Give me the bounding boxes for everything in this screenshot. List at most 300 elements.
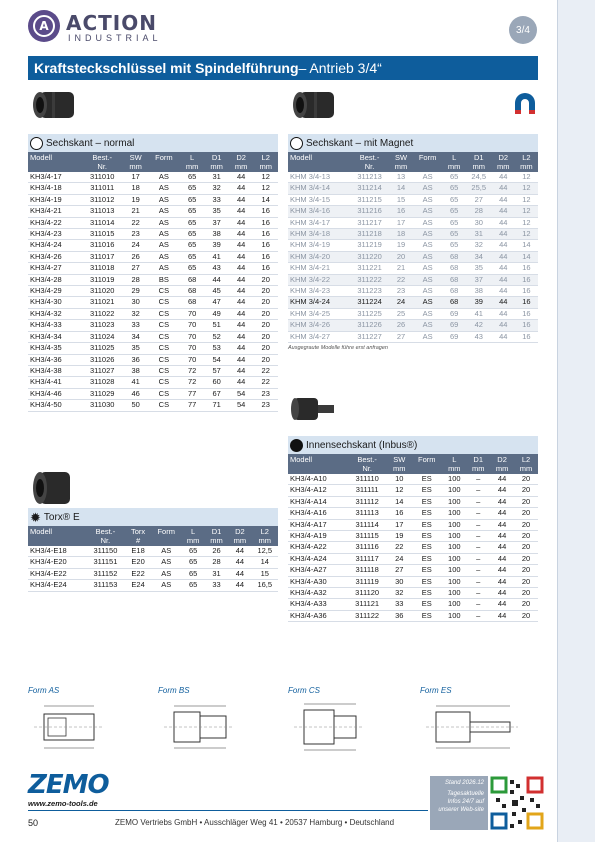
table-cell: KH3/4-21 — [28, 206, 81, 217]
table-cell: 20 — [253, 286, 278, 297]
table-cell: 44 — [229, 194, 254, 205]
table-cell: KHM 3/4-23 — [288, 286, 350, 297]
column-header: Modell — [28, 152, 81, 172]
table-cell: 65 — [443, 240, 466, 251]
table-cell: 44 — [229, 320, 254, 331]
table-cell: KH3/4-A22 — [288, 542, 347, 553]
table-cell: 65 — [443, 229, 466, 240]
table-cell: – — [466, 519, 490, 530]
table-row — [28, 400, 278, 411]
table-cell: KH3/4-A10 — [288, 474, 347, 485]
table-cell: ES — [411, 610, 442, 621]
table-cell: 38 — [204, 229, 229, 240]
column-header: L2 mm — [252, 526, 278, 546]
form-as-drawing — [30, 700, 120, 754]
inbus-icon — [290, 439, 303, 452]
table-cell: 33 — [387, 599, 411, 610]
table-row — [288, 331, 538, 342]
table-cell: 311114 — [347, 519, 387, 530]
table-cell: 27 — [466, 194, 492, 205]
table-cell: 311023 — [81, 320, 123, 331]
table-cell: 44 — [229, 206, 254, 217]
table-cell: 44 — [204, 274, 229, 285]
table-cell: 311025 — [81, 343, 123, 354]
socket-image-torx — [30, 468, 76, 508]
table-cell: 51 — [204, 320, 229, 331]
table-cell: KH3/4-A17 — [288, 519, 347, 530]
table-cell: 311217 — [350, 217, 390, 228]
table-cell: 44 — [490, 553, 514, 564]
table-row — [288, 240, 538, 251]
table-cell: 34 — [123, 331, 148, 342]
table-cell: KHM 3/4-16 — [288, 206, 350, 217]
table-cell: 28 — [205, 557, 228, 568]
table-cell: 36 — [387, 610, 411, 621]
table-cell: 41 — [466, 308, 492, 319]
stand-text: Tagesaktuelle Infos 24/7 auf unserer Web-site — [438, 791, 484, 813]
table-cell: 14 — [389, 183, 412, 194]
table-cell: 37 — [204, 217, 229, 228]
table-cell: 65 — [443, 172, 466, 183]
table-cell: 311226 — [350, 320, 390, 331]
table-cell: 100 — [442, 588, 466, 599]
table-cell: 44 — [492, 194, 515, 205]
table-cell: 311019 — [81, 274, 123, 285]
table-cell: 44 — [229, 365, 254, 376]
table-cell: KH3/4-A30 — [288, 576, 347, 587]
table-cell: 311122 — [347, 610, 387, 621]
table-cell: 12 — [515, 217, 538, 228]
table-cell: ES — [411, 599, 442, 610]
table-cell: KH3/4-35 — [28, 343, 81, 354]
table-row — [288, 474, 538, 485]
table-cell: KH3/4-50 — [28, 400, 81, 411]
table-cell: CS — [148, 343, 180, 354]
table-cell: 311024 — [81, 331, 123, 342]
section-innensechskant — [288, 436, 538, 622]
table-cell: ES — [411, 474, 442, 485]
table-cell: 65 — [443, 217, 466, 228]
table-cell: AS — [413, 217, 443, 228]
table-row — [28, 297, 278, 308]
table-cell: 22 — [389, 274, 412, 285]
table-cell: 311021 — [81, 297, 123, 308]
table-cell: AS — [413, 331, 443, 342]
table-cell: 19 — [389, 240, 412, 251]
table-cell: 311223 — [350, 286, 390, 297]
table-cell: 65 — [180, 183, 205, 194]
logo-brand: ACTION — [66, 11, 157, 35]
table-cell: E24 — [125, 580, 151, 591]
table-cell: 41 — [204, 251, 229, 262]
table-cell: AS — [148, 194, 180, 205]
table-row — [28, 388, 278, 399]
table-cell: 16 — [253, 229, 278, 240]
table-cell: CS — [148, 331, 180, 342]
table-row — [28, 240, 278, 251]
table-cell: 32 — [204, 183, 229, 194]
table-cell: AS — [413, 320, 443, 331]
section-title: Sechskant – normal — [46, 137, 135, 149]
table-cell: KH3/4-A19 — [288, 531, 347, 542]
table-cell: 65 — [180, 240, 205, 251]
table-row — [28, 331, 278, 342]
table-row — [28, 377, 278, 388]
table-cell: CS — [148, 320, 180, 331]
table-cell: 33 — [205, 580, 228, 591]
table-cell: KHM 3/4-20 — [288, 251, 350, 262]
table-cell: 70 — [180, 331, 205, 342]
table-cell: KH3/4-29 — [28, 286, 81, 297]
table-cell: 100 — [442, 485, 466, 496]
table-cell: 41 — [123, 377, 148, 388]
table-cell: 311113 — [347, 508, 387, 519]
product-table — [288, 454, 538, 622]
table-cell: 311150 — [86, 546, 126, 557]
table-cell: CS — [148, 388, 180, 399]
table-cell: 17 — [123, 172, 148, 183]
table-cell: 311017 — [81, 251, 123, 262]
table-cell: 100 — [442, 576, 466, 587]
table-cell: 34 — [466, 251, 492, 262]
zemo-url[interactable]: www.zemo-tools.de — [28, 799, 98, 808]
table-row — [28, 568, 278, 579]
table-cell: 30 — [466, 217, 492, 228]
table-cell: 65 — [180, 229, 205, 240]
table-cell: – — [466, 565, 490, 576]
table-cell: AS — [148, 206, 180, 217]
hexagon-icon — [30, 137, 43, 150]
table-cell: 77 — [180, 400, 205, 411]
table-cell: 68 — [443, 251, 466, 262]
table-cell: 20 — [253, 343, 278, 354]
table-cell: KH3/4-18 — [28, 183, 81, 194]
table-cell: 30 — [123, 297, 148, 308]
table-cell: 65 — [180, 172, 205, 183]
table-cell: 19 — [123, 194, 148, 205]
table-cell: 72 — [180, 377, 205, 388]
logo-icon: A — [28, 10, 60, 42]
table-row — [28, 308, 278, 319]
table-cell: KHM 3/4-18 — [288, 229, 350, 240]
table-cell: 24 — [123, 240, 148, 251]
table-cell: 65 — [180, 217, 205, 228]
table-cell: AS — [413, 172, 443, 183]
title-bold: Kraftsteckschlüssel mit Spindelführung — [34, 60, 299, 76]
table-cell: 311027 — [81, 365, 123, 376]
table-cell: 311218 — [350, 229, 390, 240]
table-cell: 44 — [490, 542, 514, 553]
table-cell: AS — [413, 274, 443, 285]
table-cell: AS — [148, 183, 180, 194]
table-cell: 68 — [443, 274, 466, 285]
table-cell: 44 — [490, 496, 514, 507]
table-cell: ES — [411, 553, 442, 564]
table-row — [28, 217, 278, 228]
table-cell: 44 — [229, 354, 254, 365]
table-cell: 16 — [253, 217, 278, 228]
form-label-bs: Form BS — [158, 686, 190, 695]
table-row — [288, 508, 538, 519]
table-cell: KH3/4-E24 — [28, 580, 86, 591]
table-cell: AS — [151, 580, 181, 591]
table-row — [288, 229, 538, 240]
table-cell: 65 — [181, 580, 204, 591]
column-header: D2 mm — [229, 152, 254, 172]
table-cell: 311222 — [350, 274, 390, 285]
table-cell: E20 — [125, 557, 151, 568]
table-cell: 70 — [180, 343, 205, 354]
table-cell: 54 — [229, 400, 254, 411]
table-row — [288, 286, 538, 297]
table-cell: 65 — [443, 194, 466, 205]
table-cell: 311117 — [347, 553, 387, 564]
form-bs-drawing — [160, 700, 250, 754]
table-cell: ES — [411, 588, 442, 599]
table-cell: 12 — [515, 172, 538, 183]
table-row — [288, 251, 538, 262]
table-cell: 44 — [492, 206, 515, 217]
table-cell: 46 — [123, 388, 148, 399]
table-cell: ES — [411, 531, 442, 542]
table-cell: AS — [413, 229, 443, 240]
table-cell: AS — [148, 217, 180, 228]
table-cell: 26 — [389, 320, 412, 331]
table-cell: 100 — [442, 519, 466, 530]
table-row — [288, 542, 538, 553]
table-row — [288, 217, 538, 228]
table-row — [28, 546, 278, 557]
table-cell: 44 — [229, 172, 254, 183]
table-cell: 24,5 — [466, 172, 492, 183]
table-cell: KH3/4-30 — [28, 297, 81, 308]
table-cell: 18 — [389, 229, 412, 240]
table-cell: 311215 — [350, 194, 390, 205]
table-cell: KH3/4-36 — [28, 354, 81, 365]
table-cell: 44 — [229, 274, 254, 285]
section-header — [28, 134, 278, 152]
table-cell: 311121 — [347, 599, 387, 610]
section-title: Innensechskant (Inbus®) — [306, 439, 418, 451]
table-cell: AS — [151, 557, 181, 568]
table-cell: 69 — [443, 308, 466, 319]
table-row — [28, 286, 278, 297]
table-cell: 17 — [389, 217, 412, 228]
table-cell: 68 — [443, 297, 466, 308]
table-cell: 25 — [389, 308, 412, 319]
form-cs-drawing — [290, 700, 380, 754]
table-row — [288, 172, 538, 183]
table-cell: AS — [413, 183, 443, 194]
column-header: SW mm — [123, 152, 148, 172]
footer-address: ZEMO Vertriebs GmbH • Ausschläger Weg 41 • 20537 Hamburg • Deutschland — [115, 818, 395, 827]
table-cell: 32 — [466, 240, 492, 251]
column-header: Form — [411, 454, 442, 474]
form-label-as: Form AS — [28, 686, 60, 695]
table-cell: – — [466, 610, 490, 621]
table-row — [28, 557, 278, 568]
table-cell: 100 — [442, 496, 466, 507]
table-cell: AS — [148, 229, 180, 240]
table-cell: KH3/4-19 — [28, 194, 81, 205]
logo-subtitle: INDUSTRIAL — [68, 33, 162, 43]
table-cell: 311110 — [347, 474, 387, 485]
product-table — [288, 152, 538, 343]
table-cell: 20 — [514, 508, 538, 519]
stand-date: Stand 2026.12 — [444, 780, 484, 786]
table-cell: 69 — [443, 320, 466, 331]
table-cell: 42 — [466, 320, 492, 331]
table-cell: 53 — [204, 343, 229, 354]
table-cell: 20 — [253, 274, 278, 285]
table-cell: 37 — [466, 274, 492, 285]
table-cell: 44 — [490, 576, 514, 587]
table-cell: AS — [413, 297, 443, 308]
table-cell: 20 — [514, 565, 538, 576]
table-cell: 44 — [490, 508, 514, 519]
table-cell: KHM 3/4-15 — [288, 194, 350, 205]
table-cell: 311022 — [81, 308, 123, 319]
table-cell: 31 — [466, 229, 492, 240]
table-cell: 311112 — [347, 496, 387, 507]
table-row — [288, 565, 538, 576]
table-cell: – — [466, 531, 490, 542]
table-cell: 21 — [123, 206, 148, 217]
table-cell: KH3/4-E18 — [28, 546, 86, 557]
table-cell: 65 — [443, 206, 466, 217]
column-header: D1 mm — [205, 526, 228, 546]
table-cell: – — [466, 599, 490, 610]
table-cell: 20 — [253, 331, 278, 342]
column-header: Best.- Nr. — [86, 526, 126, 546]
table-cell: AS — [413, 308, 443, 319]
table-cell: CS — [148, 400, 180, 411]
table-note: Ausgegraute Modelle führe erst anfragen — [288, 345, 388, 352]
column-header: L mm — [443, 152, 466, 172]
table-cell: 311014 — [81, 217, 123, 228]
title-rest: – Antrieb 3/4“ — [298, 60, 382, 76]
table-cell: 30 — [387, 576, 411, 587]
table-cell: 31 — [205, 568, 228, 579]
table-cell: 16 — [389, 206, 412, 217]
table-cell: KH3/4-27 — [28, 263, 81, 274]
table-cell: ES — [411, 496, 442, 507]
table-cell: 100 — [442, 542, 466, 553]
table-cell: ES — [411, 576, 442, 587]
table-cell: 16 — [253, 240, 278, 251]
table-cell: 12 — [253, 183, 278, 194]
table-cell: – — [466, 588, 490, 599]
table-row — [28, 183, 278, 194]
table-cell: 20 — [514, 474, 538, 485]
table-cell: 44 — [492, 172, 515, 183]
table-cell: 32 — [387, 588, 411, 599]
table-cell: 68 — [180, 286, 205, 297]
table-cell: 65 — [181, 557, 204, 568]
table-cell: 21 — [389, 263, 412, 274]
table-cell: KH3/4-41 — [28, 377, 81, 388]
table-cell: 311011 — [81, 183, 123, 194]
table-cell: KHM 3/4-14 — [288, 183, 350, 194]
table-cell: AS — [413, 240, 443, 251]
table-cell: 44 — [229, 229, 254, 240]
table-cell: 68 — [180, 297, 205, 308]
table-row — [288, 599, 538, 610]
table-cell: 22 — [123, 217, 148, 228]
table-cell: 311013 — [81, 206, 123, 217]
table-cell: KH3/4-A24 — [288, 553, 347, 564]
table-cell: KHM 3/4-13 — [288, 172, 350, 183]
table-cell: 311220 — [350, 251, 390, 262]
table-cell: 65 — [180, 263, 205, 274]
table-cell: KH3/4-17 — [28, 172, 81, 183]
table-cell: 23 — [253, 388, 278, 399]
table-cell: 12 — [515, 194, 538, 205]
table-cell: 20 — [253, 297, 278, 308]
table-cell: 49 — [204, 308, 229, 319]
stand-box — [430, 776, 488, 830]
table-cell: 100 — [442, 531, 466, 542]
table-cell: 44 — [229, 297, 254, 308]
column-header: D2 mm — [228, 526, 251, 546]
table-cell: 20 — [514, 610, 538, 621]
table-cell: 65 — [443, 183, 466, 194]
table-row — [28, 229, 278, 240]
table-row — [28, 274, 278, 285]
table-cell: 26 — [205, 546, 228, 557]
table-cell: 311115 — [347, 531, 387, 542]
table-cell: 68 — [180, 274, 205, 285]
table-cell: AS — [148, 172, 180, 183]
table-cell: 32 — [123, 308, 148, 319]
product-table — [28, 526, 278, 592]
table-cell: 33 — [123, 320, 148, 331]
section-header — [288, 436, 538, 454]
table-cell: ES — [411, 565, 442, 576]
table-cell: 12,5 — [252, 546, 278, 557]
column-header: L2 mm — [515, 152, 538, 172]
table-cell: 16 — [253, 251, 278, 262]
table-cell: KH3/4-34 — [28, 331, 81, 342]
table-cell: KH3/4-A16 — [288, 508, 347, 519]
table-cell: 67 — [204, 388, 229, 399]
table-cell: 44 — [229, 308, 254, 319]
table-cell: 35 — [123, 343, 148, 354]
table-cell: 16 — [253, 263, 278, 274]
table-cell: 100 — [442, 610, 466, 621]
table-cell: 311153 — [86, 580, 126, 591]
table-row — [288, 553, 538, 564]
table-cell: – — [466, 553, 490, 564]
table-row — [28, 206, 278, 217]
table-cell: 44 — [492, 183, 515, 194]
table-cell: 20 — [514, 576, 538, 587]
column-header: D1 mm — [466, 152, 492, 172]
table-cell: 44 — [490, 565, 514, 576]
table-cell: 311030 — [81, 400, 123, 411]
table-cell: 311020 — [81, 286, 123, 297]
column-header: D1 mm — [466, 454, 490, 474]
table-cell: 44 — [492, 320, 515, 331]
section-header — [288, 134, 538, 152]
table-cell: 19 — [387, 531, 411, 542]
qr-code-icon[interactable] — [490, 776, 544, 830]
column-header: D2 mm — [490, 454, 514, 474]
table-cell: 70 — [180, 354, 205, 365]
table-cell: 24 — [387, 553, 411, 564]
table-cell: 38 — [123, 365, 148, 376]
table-cell: KHM 3/4-26 — [288, 320, 350, 331]
